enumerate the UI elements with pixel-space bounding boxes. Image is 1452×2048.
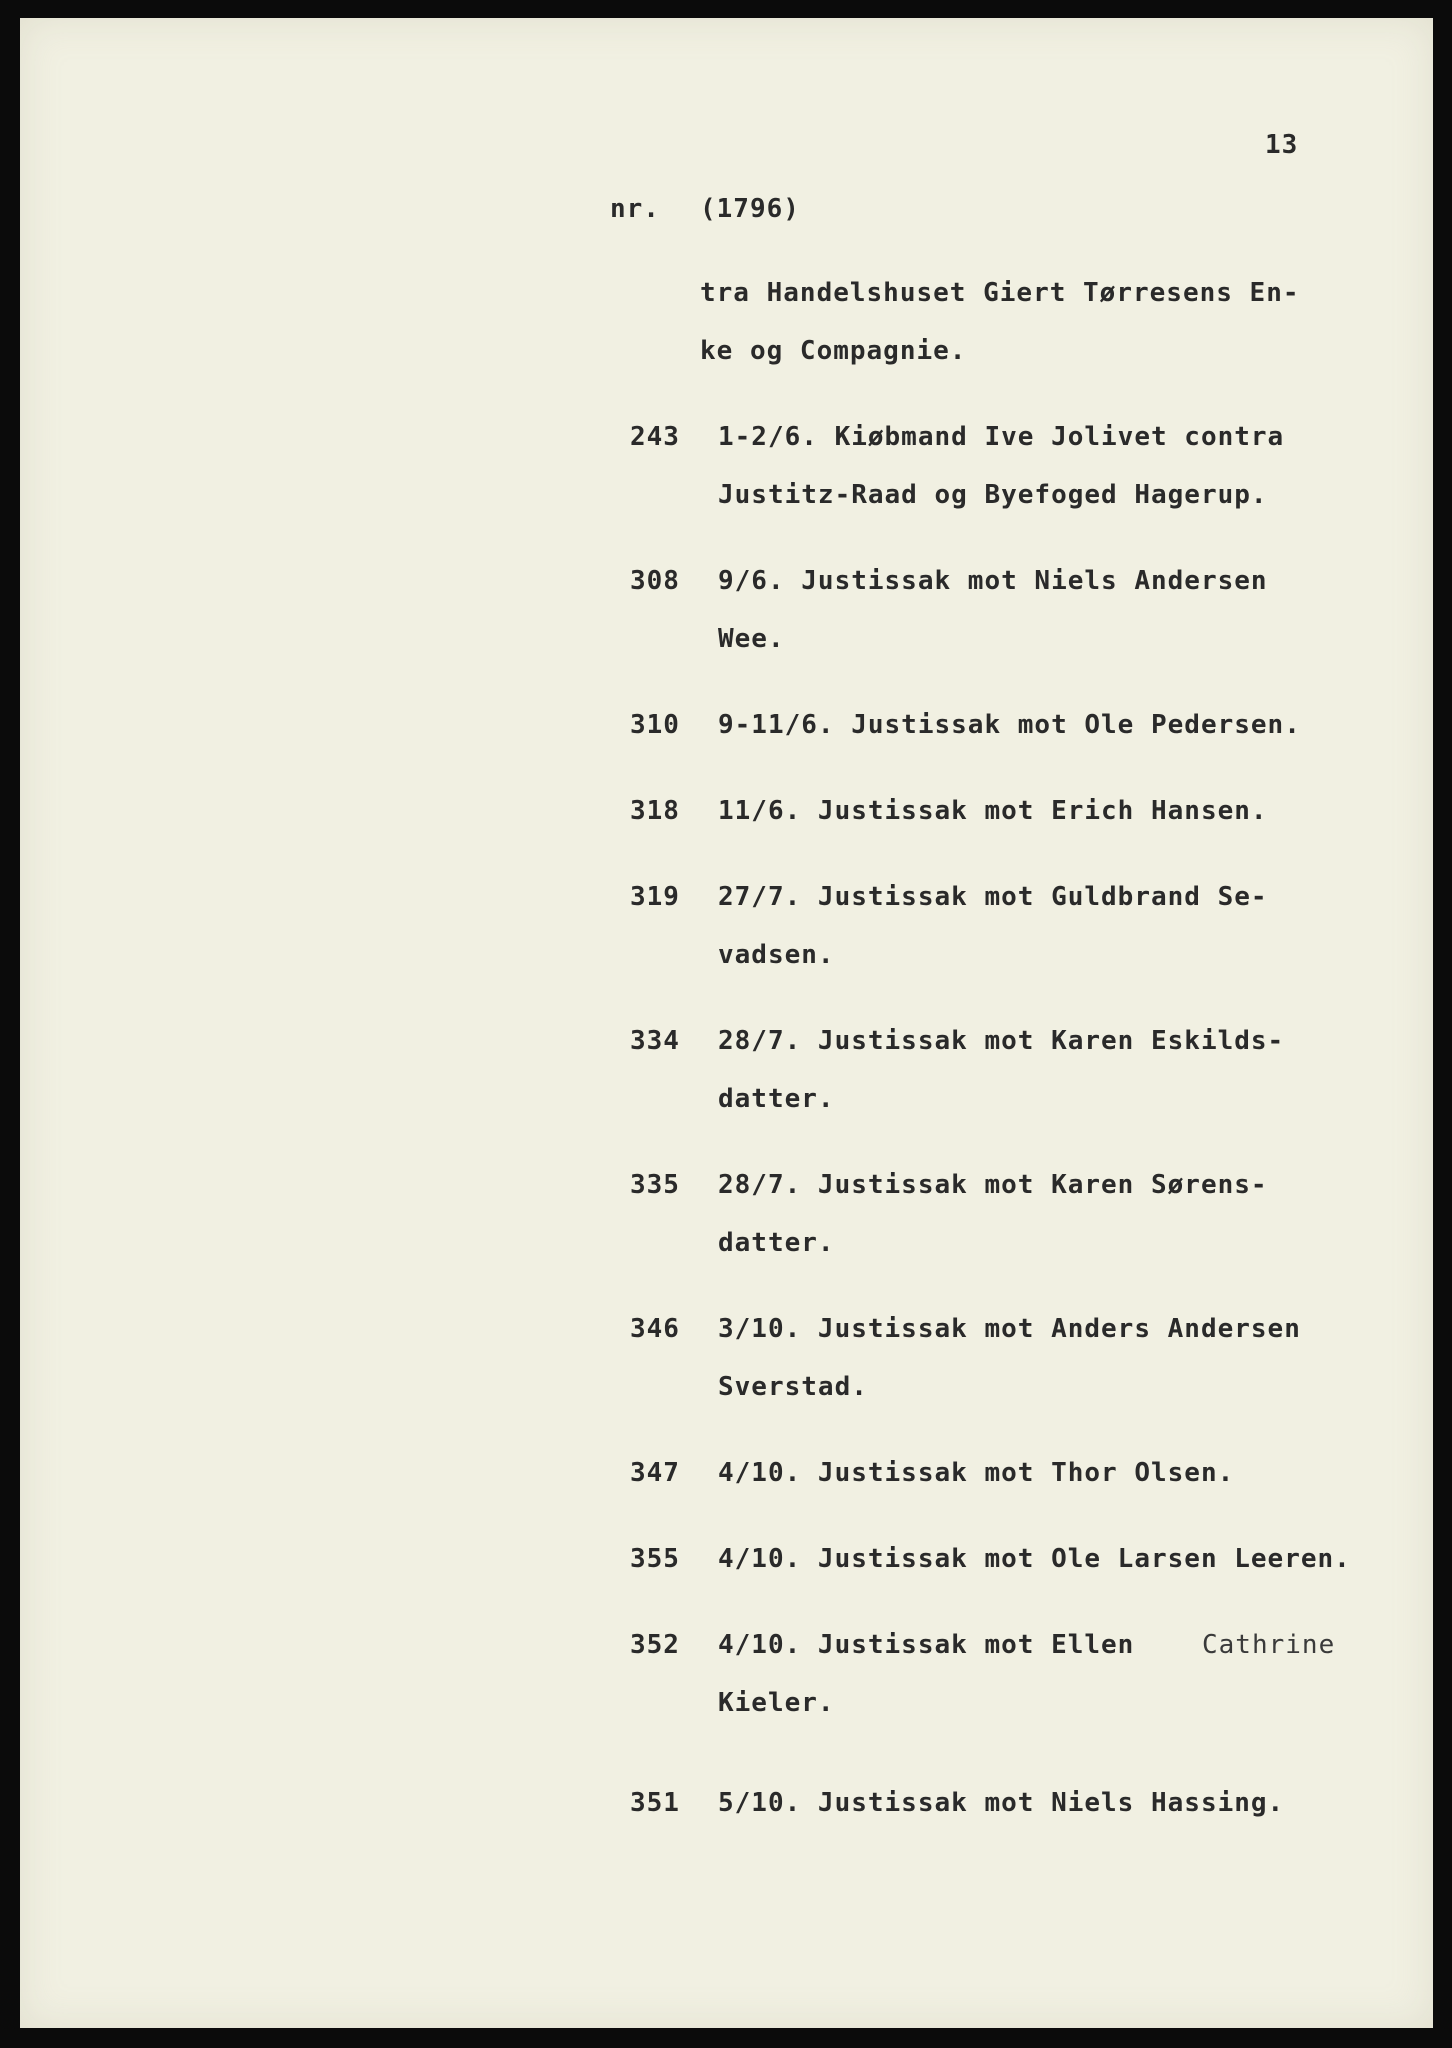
intro-line-1: tra Handelshuset Giert Tørresens En- <box>700 278 1300 308</box>
header-year: (1796) <box>700 194 800 224</box>
entry-number: 347 <box>630 1458 680 1488</box>
entry-number: 243 <box>630 422 680 452</box>
entry-line-1: 1-2/6. Kiøbmand Ive Jolivet contra <box>718 422 1285 452</box>
entry-line-2: vadsen. <box>718 940 835 970</box>
entry-number: 346 <box>630 1314 680 1344</box>
entry-line-1: 5/10. Justissak mot Niels Hassing. <box>718 1788 1285 1818</box>
entry-number: 310 <box>630 710 680 740</box>
entry-line-2: Justitz-Raad og Byefoged Hagerup. <box>718 480 1268 510</box>
header-nr-label: nr. <box>610 194 660 224</box>
entry-number: 319 <box>630 882 680 912</box>
entry-line-2: datter. <box>718 1084 835 1114</box>
entry-line-1: 3/10. Justissak mot Anders Andersen <box>718 1314 1301 1344</box>
entry-line-1: 4/10. Justissak mot Ellen <box>718 1630 1135 1660</box>
entry-number: 308 <box>630 566 680 596</box>
entry-line-1: 9-11/6. Justissak mot Ole Pedersen. <box>718 710 1301 740</box>
entry-number: 334 <box>630 1026 680 1056</box>
entry-number: 335 <box>630 1170 680 1200</box>
entry-line-1: 4/10. Justissak mot Ole Larsen Leeren. <box>718 1544 1351 1574</box>
entry-line-2: Wee. <box>718 624 785 654</box>
entry-line-2: datter. <box>718 1228 835 1258</box>
entry-line-1: 9/6. Justissak mot Niels Andersen <box>718 566 1268 596</box>
entry-number: 351 <box>630 1788 680 1818</box>
entry-line-2: Sverstad. <box>718 1372 868 1402</box>
entry-line-2: Kieler. <box>718 1688 835 1718</box>
entry-line-1: 28/7. Justissak mot Karen Eskilds- <box>718 1026 1285 1056</box>
entry-number: 352 <box>630 1630 680 1660</box>
page-number: 13 <box>1265 130 1299 160</box>
entry-line-1: 27/7. Justissak mot Guldbrand Se- <box>718 882 1268 912</box>
entry-line-1: 4/10. Justissak mot Thor Olsen. <box>718 1458 1235 1488</box>
document-page <box>20 18 1433 2028</box>
intro-line-2: ke og Compagnie. <box>700 336 967 366</box>
entry-number: 318 <box>630 796 680 826</box>
entry-line-1: 28/7. Justissak mot Karen Sørens- <box>718 1170 1268 1200</box>
entry-line-1-light-continuation: Cathrine <box>1202 1630 1336 1660</box>
entry-line-1: 11/6. Justissak mot Erich Hansen. <box>718 796 1268 826</box>
entry-number: 355 <box>630 1544 680 1574</box>
